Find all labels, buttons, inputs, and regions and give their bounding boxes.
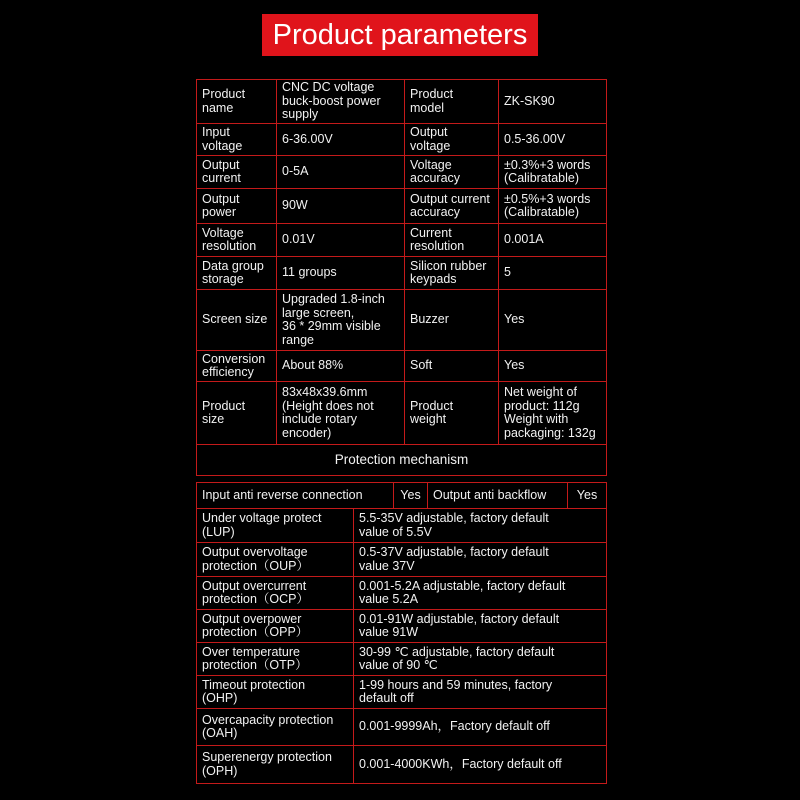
protection-value: 0.001-5.2A adjustable, factory default value 5.2A (354, 577, 607, 610)
spec-label: Current resolution (405, 224, 499, 257)
spec-value: ±0.3%+3 words (Calibratable) (499, 156, 607, 189)
anti-reverse-value: Yes (394, 483, 428, 509)
spec-value: Upgraded 1.8-inch large screen, 36 * 29mm visible range (277, 290, 405, 351)
protection-table (196, 508, 607, 784)
spec-label: Input voltage (197, 124, 277, 156)
page-title: Product parameters (262, 14, 538, 56)
protection-label: Overcapacity protection (OAH) (197, 709, 354, 746)
spec-value: 0.01V (277, 224, 405, 257)
protection-value: 0.5-37V adjustable, factory default value 37V (354, 543, 607, 577)
protection-heading-row (197, 445, 607, 476)
spec-table (196, 79, 607, 476)
anti-backflow-label: Output anti backflow (428, 483, 568, 509)
spec-value: Yes (499, 351, 607, 382)
spec-label: Data group storage (197, 257, 277, 290)
table-row (197, 483, 607, 509)
spec-label: Buzzer (405, 290, 499, 351)
spec-value: Net weight of product: 112g Weight with packaging: 132g (499, 382, 607, 445)
spec-label: Product weight (405, 382, 499, 445)
spec-value: About 88% (277, 351, 405, 382)
spec-value: 0-5A (277, 156, 405, 189)
table-row (197, 543, 607, 577)
anti-backflow-value: Yes (568, 483, 607, 509)
spec-label: Output current (197, 156, 277, 189)
protection-value: 30-99 ℃ adjustable, factory default value of 90 ℃ (354, 643, 607, 676)
table-row (197, 643, 607, 676)
spec-value: 0.5-36.00V (499, 124, 607, 156)
spec-label: Screen size (197, 290, 277, 351)
protection-value: 5.5-35V adjustable, factory default value of 5.5V (354, 509, 607, 543)
anti-table (196, 482, 607, 509)
table-row (197, 80, 607, 124)
table-row (197, 610, 607, 643)
protection-value: 1-99 hours and 59 minutes, factory default off (354, 676, 607, 709)
table-row (197, 746, 607, 784)
table-row (197, 577, 607, 610)
spec-value: Yes (499, 290, 607, 351)
spec-value: CNC DC voltage buck-boost power supply (277, 80, 405, 124)
spec-label: Silicon rubber keypads (405, 257, 499, 290)
spec-value: ZK-SK90 (499, 80, 607, 124)
spec-value: 0.001A (499, 224, 607, 257)
spec-label: Soft (405, 351, 499, 382)
table-row (197, 351, 607, 382)
spec-label: Voltage resolution (197, 224, 277, 257)
table-row (197, 509, 607, 543)
spec-value: 90W (277, 189, 405, 224)
spec-label: Output current accuracy (405, 189, 499, 224)
protection-value: 0.01-91W adjustable, factory default value 91W (354, 610, 607, 643)
protection-label: Output overvoltage protection（OUP） (197, 543, 354, 577)
spec-value: 83x48x39.6mm (Height does not include rotary encoder) (277, 382, 405, 445)
table-row (197, 224, 607, 257)
spec-label: Product size (197, 382, 277, 445)
spec-value: 5 (499, 257, 607, 290)
spec-label: Voltage accuracy (405, 156, 499, 189)
spec-value: 11 groups (277, 257, 405, 290)
table-row (197, 189, 607, 224)
spec-label: Product name (197, 80, 277, 124)
table-row (197, 290, 607, 351)
protection-heading: Protection mechanism (197, 445, 607, 476)
protection-label: Output overpower protection（OPP） (197, 610, 354, 643)
table-row (197, 124, 607, 156)
anti-reverse-label: Input anti reverse connection (197, 483, 394, 509)
table-row (197, 676, 607, 709)
table-row (197, 382, 607, 445)
spec-label: Output power (197, 189, 277, 224)
protection-value: 0.001-4000KWh，Factory default off (354, 746, 607, 784)
protection-value: 0.001-9999Ah，Factory default off (354, 709, 607, 746)
protection-label: Timeout protection (OHP) (197, 676, 354, 709)
spec-value: 6-36.00V (277, 124, 405, 156)
spec-label: Output voltage (405, 124, 499, 156)
protection-label: Over temperature protection（OTP） (197, 643, 354, 676)
table-row (197, 257, 607, 290)
spec-value: ±0.5%+3 words (Calibratable) (499, 189, 607, 224)
table-row (197, 156, 607, 189)
table-row (197, 709, 607, 746)
protection-label: Output overcurrent protection（OCP） (197, 577, 354, 610)
spec-label: Conversion efficiency (197, 351, 277, 382)
protection-label: Under voltage protect (LUP) (197, 509, 354, 543)
spec-label: Product model (405, 80, 499, 124)
protection-label: Superenergy protection (OPH) (197, 746, 354, 784)
